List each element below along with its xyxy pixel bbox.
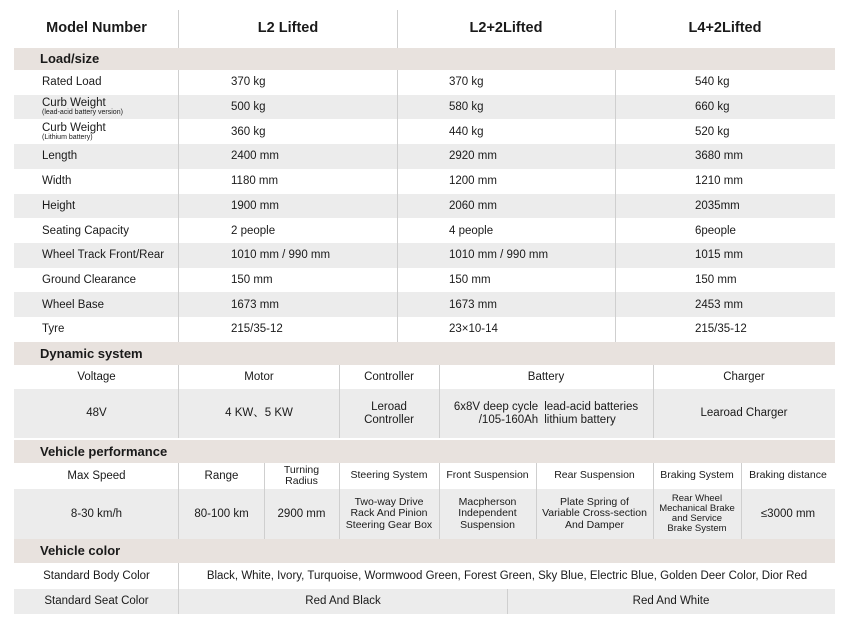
value-l2: 1180 mm [231,175,279,188]
label-subtext: (lead-acid battery version) [42,109,123,117]
motor-header: Motor [244,370,274,383]
load-row-label [14,292,179,317]
section-title: Load/size [40,51,100,67]
voltage-value: 48V [86,407,107,420]
value-l42: 215/35-12 [695,323,747,336]
value-l42: 150 mm [695,273,737,286]
seat-color-value: Red And Black [305,595,381,608]
braking-distance-value: ≤3000 mm [760,507,816,520]
front-suspension-value [439,489,536,539]
body-color-label: Standard Body Color [43,569,150,582]
steering-value [339,489,439,539]
value-l42: 6people [695,224,736,237]
header-line: Turning [283,463,320,476]
battery-line: 6x8V deep cycle [453,401,539,414]
load-row-label [14,95,179,120]
value-l22: 370 kg [449,76,484,89]
value-l22: 1010 mm / 990 mm [449,249,549,262]
motor-value: 4 KW、5 KW [225,407,293,420]
value-l2: 150 mm [231,273,273,286]
battery-line: lead-acid batteries [544,401,639,414]
rear-suspension-header: Rear Suspension [554,469,635,482]
label-text: Length [42,150,78,163]
value-l2: 370 kg [231,76,266,89]
braking-system-header: Braking System [660,469,734,482]
value-l22: 2920 mm [449,150,497,163]
rear-suspension-value [536,489,653,539]
label-text: Tyre [42,323,65,336]
label-subtext: (Lithium battery) [42,134,93,142]
label-text: Rated Load [42,76,102,89]
range-value: 80-100 km [194,507,249,520]
battery-line: /105-160Ah [478,413,539,426]
charger-value: Learoad Charger [700,407,788,420]
max-speed-value: 8-30 km/h [70,507,123,520]
value-line: Rack And Pinion [350,507,428,520]
turning-radius-header [264,463,339,489]
load-row-label [14,317,179,342]
load-row-label [14,243,179,268]
value-l22: 580 kg [449,101,484,113]
value-l42: 540 kg [695,76,730,89]
label-text: Wheel Track Front/Rear [42,249,165,262]
label-text: Seating Capacity [42,224,129,237]
value-l42: 1015 mm [695,249,743,262]
model-l22-header: L2+2Lifted [469,20,543,37]
label-text: Curb Weight [42,122,106,135]
load-row-label [14,169,179,194]
value-line: Brake System [667,522,727,534]
charger-header: Charger [723,370,765,383]
value-l2: 215/35-12 [231,323,283,336]
label-text: Width [42,175,72,188]
value-line: Plate Spring of [560,496,629,509]
value-l2: 500 kg [231,101,266,113]
column-divider [615,70,616,342]
value-l2: 2 people [231,224,276,237]
controller-line: Leroad [371,401,407,414]
load-row-label [14,194,179,219]
braking-distance-header: Braking distance [749,469,827,482]
controller-header: Controller [364,370,414,383]
controller-line: Controller [364,413,414,426]
value-l42: 520 kg [695,125,730,138]
model-l42-header: L4+2Lifted [688,20,762,37]
value-line: and Service [671,513,723,524]
value-l2: 1900 mm [231,199,279,212]
model-l2-header: L2 Lifted [257,20,319,37]
label-text: Curb Weight [42,97,106,110]
label-text: Height [42,199,76,212]
seat-color-value: Red And White [632,595,710,608]
label-text: Ground Clearance [42,273,136,286]
load-row-label [14,218,179,243]
load-row-label [14,70,179,95]
battery-header: Battery [527,370,565,383]
value-l22: 440 kg [449,125,484,138]
steering-header: Steering System [350,469,428,482]
value-l42: 660 kg [695,101,730,113]
value-l22: 150 mm [449,273,491,286]
turning-radius-value: 2900 mm [277,507,326,520]
header-line: Radius [285,475,318,487]
body-color-value: Black, White, Ivory, Turquoise, Wormwood Green, Forest Green, Sky Blue, Electric Blue, Golden Deer Color, Dior Red [206,569,808,582]
seat-color-label: Standard Seat Color [44,595,149,608]
model-number-header: Model Number [46,20,147,37]
value-l22: 23×10-14 [449,323,498,336]
label-text: Wheel Base [42,298,105,311]
value-line: And Damper [565,518,624,531]
section-title: Vehicle color [40,543,121,559]
value-l42: 2453 mm [695,298,743,311]
battery-line: lithium battery [544,413,616,426]
value-l2: 360 kg [231,125,266,138]
value-line: Suspension [460,518,515,531]
max-speed-header: Max Speed [67,469,126,482]
value-l2: 1010 mm / 990 mm [231,249,331,262]
front-suspension-header: Front Suspension [446,469,529,482]
braking-system-value [653,489,741,539]
section-title: Dynamic system [40,345,143,361]
value-line: Macpherson [458,496,517,509]
value-l2: 2400 mm [231,150,279,163]
value-l2: 1673 mm [231,298,279,311]
value-line: Independent [458,507,517,520]
value-line: Two-way Drive [354,496,424,509]
load-row-label [14,119,179,144]
column-divider [178,70,179,342]
range-header: Range [204,469,239,482]
value-l22: 1200 mm [449,175,497,188]
section-title: Vehicle performance [40,443,168,459]
spec-table [14,10,835,616]
value-l22: 2060 mm [449,199,497,212]
controller-value [339,389,439,438]
value-l22: 4 people [449,224,494,237]
battery-value [439,389,653,438]
column-divider [397,70,398,342]
value-line: Rear Wheel [671,493,723,505]
value-l42: 2035mm [695,199,740,212]
value-line: Steering Gear Box [345,518,433,531]
value-line: Mechanical Brake [659,503,735,515]
value-l42: 1210 mm [695,175,743,188]
value-line: Variable Cross-section [542,507,647,520]
voltage-header: Voltage [77,370,116,383]
load-row-label [14,268,179,293]
value-l22: 1673 mm [449,298,497,311]
load-row-label [14,144,179,169]
value-l42: 3680 mm [695,150,743,163]
